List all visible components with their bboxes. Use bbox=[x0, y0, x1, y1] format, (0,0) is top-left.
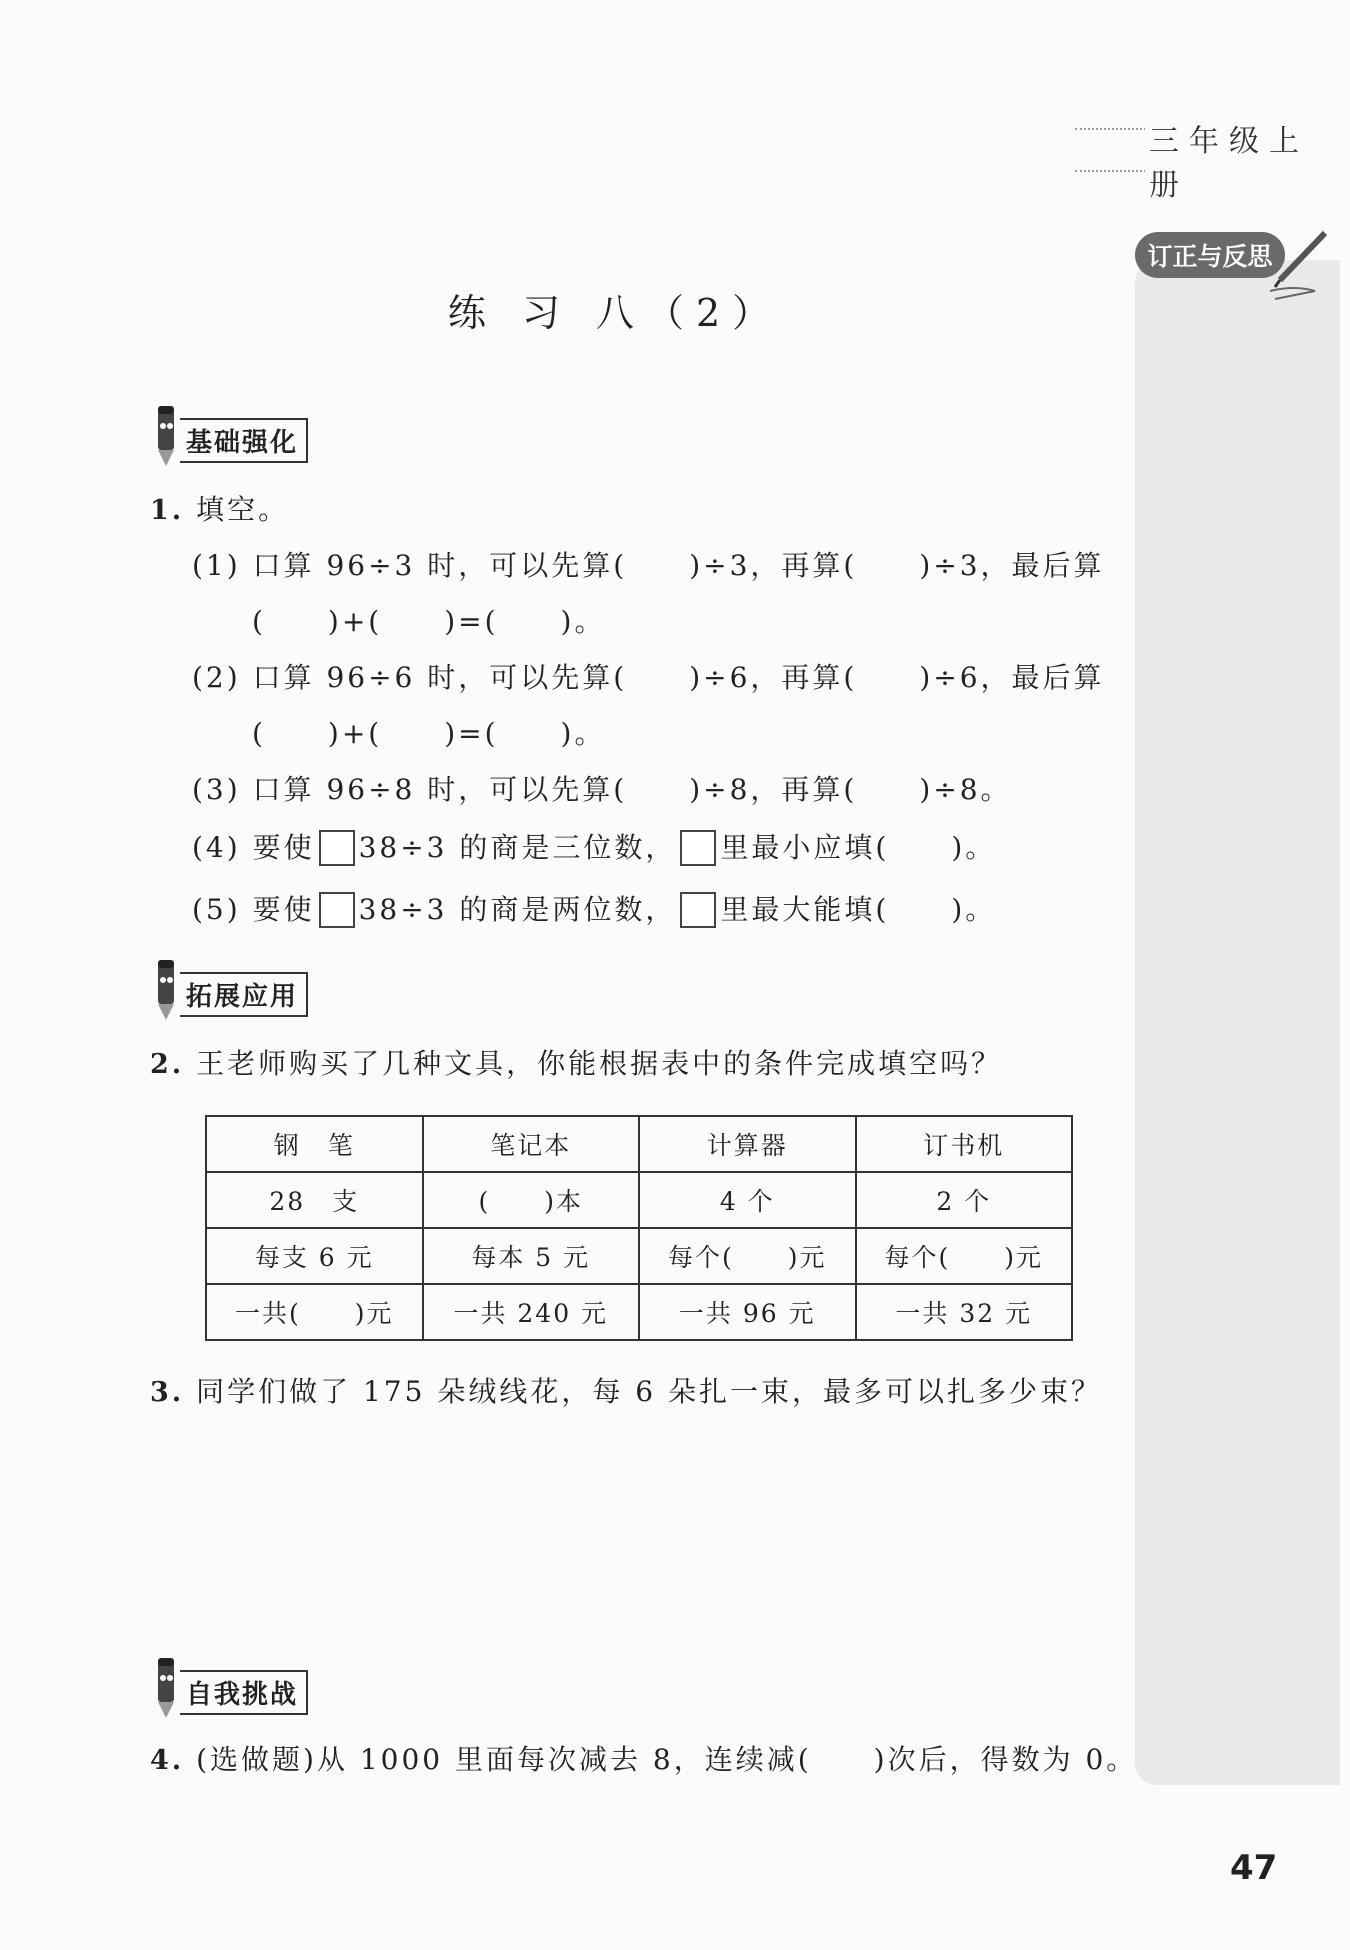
table-cell: 28 支 bbox=[206, 1172, 423, 1228]
table-row bbox=[206, 1172, 1072, 1228]
section-basic bbox=[150, 418, 308, 462]
table-cell: 4 个 bbox=[639, 1172, 856, 1228]
q4-stem-line bbox=[150, 1738, 1137, 1778]
q4-stem: (选做题)从 1000 里面每次减去 8，连续减( )次后，得数为 0。 bbox=[196, 1743, 1138, 1776]
q1-number: 1. bbox=[150, 495, 185, 526]
pencil-mascot-icon bbox=[150, 404, 186, 470]
correction-sidebar bbox=[1135, 260, 1340, 1785]
table-cell: 笔记本 bbox=[423, 1116, 640, 1172]
section-extend bbox=[150, 972, 308, 1016]
page-title: 练 习 八（2） bbox=[447, 291, 783, 335]
section-basic-label: 基础强化 bbox=[180, 418, 308, 463]
stationery-table bbox=[205, 1115, 1073, 1341]
table-cell: 订书机 bbox=[856, 1116, 1073, 1172]
answer-box[interactable] bbox=[319, 830, 355, 866]
grade-label: 三年级上册 bbox=[1145, 116, 1350, 204]
table-row bbox=[206, 1228, 1072, 1284]
q1-part5-prefix: (5) 要使 bbox=[192, 893, 315, 926]
q2-number: 2. bbox=[150, 1049, 185, 1080]
q3-stem-line bbox=[150, 1370, 1102, 1410]
q2-stem: 王老师购买了几种文具，你能根据表中的条件完成填空吗？ bbox=[196, 1047, 1003, 1080]
table-cell: 一共 32 元 bbox=[856, 1284, 1073, 1340]
q1-part1-line1: (1) 口算 96÷3 时，可以先算( )÷3，再算( )÷3，最后算 bbox=[192, 549, 1105, 582]
pen-icon bbox=[1265, 225, 1335, 305]
table-cell: 每个( )元 bbox=[856, 1228, 1073, 1284]
table-row bbox=[206, 1284, 1072, 1340]
q1-part4 bbox=[192, 826, 996, 870]
section-challenge bbox=[150, 1670, 308, 1714]
pencil-mascot-icon bbox=[150, 1656, 186, 1722]
q1-part1-line2: ( )+( )=( )。 bbox=[252, 605, 606, 638]
q1-part5-suffix: 里最大能填( )。 bbox=[720, 893, 997, 926]
table-cell: 2 个 bbox=[856, 1172, 1073, 1228]
table-cell: 一共 240 元 bbox=[423, 1284, 640, 1340]
table-cell: 计算器 bbox=[639, 1116, 856, 1172]
table-cell: 每个( )元 bbox=[639, 1228, 856, 1284]
answer-box[interactable] bbox=[319, 892, 355, 928]
sidebar-tab-label: 订正与反思 bbox=[1147, 242, 1273, 271]
sidebar-tab bbox=[1135, 232, 1285, 278]
q1-part3: (3) 口算 96÷8 时，可以先算( )÷8，再算( )÷8。 bbox=[192, 773, 1012, 806]
q4-number: 4. bbox=[150, 1745, 185, 1776]
q1-part5 bbox=[192, 888, 996, 932]
q2-stem-line bbox=[150, 1042, 1002, 1082]
q1-part4-prefix: (4) 要使 bbox=[192, 831, 315, 864]
q1-part5-middle: 38÷3 的商是两位数， bbox=[358, 893, 677, 926]
q1-part4-suffix: 里最小应填( )。 bbox=[720, 831, 997, 864]
pencil-mascot-icon bbox=[150, 958, 186, 1024]
table-cell: ( )本 bbox=[423, 1172, 640, 1228]
q3-stem: 同学们做了 175 朵绒线花，每 6 朵扎一束，最多可以扎多少束？ bbox=[196, 1375, 1102, 1408]
q1-part4-middle: 38÷3 的商是三位数， bbox=[358, 831, 677, 864]
table-cell: 钢 笔 bbox=[206, 1116, 423, 1172]
answer-box[interactable] bbox=[680, 830, 716, 866]
q3-number: 3. bbox=[150, 1377, 185, 1408]
table-row bbox=[206, 1116, 1072, 1172]
table-cell: 每支 6 元 bbox=[206, 1228, 423, 1284]
q1-stem: 填空。 bbox=[196, 493, 290, 526]
q1-stem-line bbox=[150, 488, 289, 528]
section-challenge-label: 自我挑战 bbox=[180, 1670, 308, 1715]
page-number: 47 bbox=[1230, 1848, 1278, 1888]
table-cell: 一共( )元 bbox=[206, 1284, 423, 1340]
answer-box[interactable] bbox=[680, 892, 716, 928]
q1-part2-line1: (2) 口算 96÷6 时，可以先算( )÷6，再算( )÷6，最后算 bbox=[192, 661, 1105, 694]
table-cell: 每本 5 元 bbox=[423, 1228, 640, 1284]
section-extend-label: 拓展应用 bbox=[180, 972, 308, 1017]
q1-part2-line2: ( )+( )=( )。 bbox=[252, 717, 606, 750]
table-cell: 一共 96 元 bbox=[639, 1284, 856, 1340]
